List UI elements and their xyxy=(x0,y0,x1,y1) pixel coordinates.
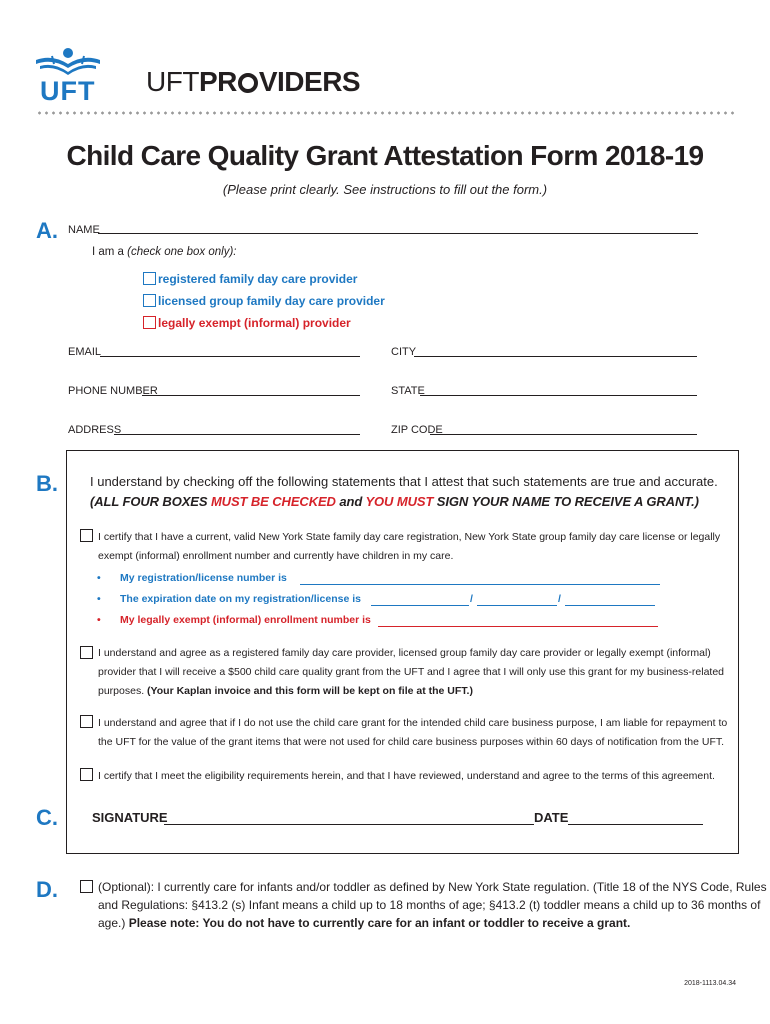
statement-2-line-3a: purposes. xyxy=(98,685,148,697)
exempt-number-field[interactable] xyxy=(378,626,658,627)
brand-prefix: UFT xyxy=(146,66,199,97)
signature-field[interactable] xyxy=(164,824,534,825)
form-title: Child Care Quality Grant Attestation Form 2018-19 xyxy=(66,140,704,171)
state-label: STATE xyxy=(391,385,425,397)
date-separator-2: / xyxy=(558,593,561,605)
brand-end: VIDERS xyxy=(258,66,361,97)
registration-number-field[interactable] xyxy=(300,584,660,585)
option-registered-family: registered family day care provider xyxy=(158,272,358,286)
note-part-1: (ALL FOUR BOXES xyxy=(90,494,211,509)
checkbox-registered-family[interactable] xyxy=(143,272,156,285)
section-d-line-3 xyxy=(98,914,767,932)
checkbox-statement-1[interactable] xyxy=(80,529,93,542)
date-label: DATE xyxy=(534,810,569,825)
statement-1-line-1: I certify that I have a current, valid New York State family day care registration, New York State group family day care license or legally xyxy=(98,531,721,543)
section-b-intro: I understand by checking off the following statements that I attest that such statements are true and accurate. xyxy=(90,474,718,489)
section-a-letter: A. xyxy=(36,218,58,243)
section-d-line-1: (Optional): I currently care for infants and/or toddler as defined by New York State regulation. (Title 18 of the NYS Code, Rules xyxy=(98,880,767,894)
uft-logo xyxy=(32,46,104,106)
uft-logo-text: UFT xyxy=(40,76,96,106)
name-label: NAME xyxy=(68,224,100,236)
exempt-number-label: My legally exempt (informal) enrollment number is xyxy=(120,614,371,626)
email-label: EMAIL xyxy=(68,346,102,358)
option-legally-exempt: legally exempt (informal) provider xyxy=(158,316,351,330)
bullet-expiration: • xyxy=(97,593,101,605)
section-d-text xyxy=(98,878,767,932)
address-label: ADDRESS xyxy=(68,424,122,436)
form-subtitle: (Please print clearly. See instructions to fill out the form.) xyxy=(222,182,548,197)
statement-2-kaplan-note: (Your Kaplan invoice and this form will be kept on file at the UFT.) xyxy=(147,685,473,697)
date-separator-1: / xyxy=(470,593,473,605)
date-field[interactable] xyxy=(568,824,703,825)
brand-suffix: PR xyxy=(198,66,237,97)
checkbox-legally-exempt[interactable] xyxy=(143,316,156,329)
option-licensed-group: licensed group family day care provider xyxy=(158,294,385,308)
registration-number-label: My registration/license number is xyxy=(120,572,287,584)
phone-label: PHONE NUMBER xyxy=(68,385,158,397)
name-field[interactable] xyxy=(98,233,698,234)
statement-3-line-1: I understand and agree that if I do not use the child care grant for the intended child care business purpose, I am liable for repayment to xyxy=(98,717,728,729)
statement-3-line-2: the UFT for the value of the grant items that were not used for child care business purposes within 60 days of notification from the UFT. xyxy=(98,736,725,748)
zip-label: ZIP CODE xyxy=(391,424,443,436)
checkbox-licensed-group[interactable] xyxy=(143,294,156,307)
section-d-letter: D. xyxy=(36,877,58,902)
section-d-please-note: Please note: You do not have to currently care for an infant or toddler to receive a grant. xyxy=(128,916,631,930)
form-code: 2018-1113.04.34 xyxy=(684,980,736,987)
note-part-3: and xyxy=(335,494,366,509)
expiration-month-field[interactable] xyxy=(371,605,469,606)
statement-2-line-3 xyxy=(98,682,728,701)
checkbox-statement-4[interactable] xyxy=(80,768,93,781)
section-b-letter: B. xyxy=(36,471,58,496)
expiration-date-label: The expiration date on my registration/license is xyxy=(120,593,361,605)
uft-book-logo-icon xyxy=(32,46,104,80)
section-d-line-3a: age.) xyxy=(98,916,129,930)
zip-field[interactable] xyxy=(430,434,697,435)
brand-wordmark xyxy=(146,66,360,98)
bullet-registration: • xyxy=(97,572,101,584)
checkbox-optional-infant-toddler[interactable] xyxy=(80,880,93,893)
section-d-line-2: and Regulations: §413.2 (s) Infant means a child up to 18 months of age; §413.2 (t) toddler means a child up to 36 months of xyxy=(98,898,761,912)
note-must-be-checked: MUST BE CHECKED xyxy=(210,494,336,509)
statement-1 xyxy=(98,528,728,566)
statement-2-line-1: I understand and agree as a registered family day care provider, licensed group family day care provider or legally exempt (informal) xyxy=(98,647,711,659)
statement-3 xyxy=(98,714,728,752)
statement-2-line-2: provider that I will receive a $500 child care quality grant from the UFT and I agree that I will only use this grant for my business-related xyxy=(98,666,725,678)
checkbox-statement-3[interactable] xyxy=(80,715,93,728)
city-label: CITY xyxy=(391,346,417,358)
header-dotted-divider xyxy=(36,110,736,116)
statement-1-line-2: exempt (informal) enrollment number and currently have children in my care. xyxy=(98,550,454,562)
phone-field[interactable] xyxy=(142,395,360,396)
city-field[interactable] xyxy=(414,356,697,357)
section-c-letter: C. xyxy=(36,805,58,830)
statement-4: I certify that I meet the eligibility requirements herein, and that I have reviewed, understand and agree to the terms of this agreement. xyxy=(98,770,715,782)
checkbox-statement-2[interactable] xyxy=(80,646,93,659)
note-you-must: YOU MUST xyxy=(365,494,434,509)
section-b-note xyxy=(90,494,699,509)
i-am-a-label xyxy=(92,246,236,258)
statement-2 xyxy=(98,644,728,701)
state-field[interactable] xyxy=(420,395,697,396)
bullet-exempt: • xyxy=(97,614,101,626)
brand-o-icon xyxy=(238,73,258,93)
i-am-italic: (check one box only): xyxy=(127,246,237,258)
email-field[interactable] xyxy=(100,356,360,357)
address-field[interactable] xyxy=(114,434,360,435)
expiration-day-field[interactable] xyxy=(477,605,557,606)
expiration-year-field[interactable] xyxy=(565,605,655,606)
note-part-5: SIGN YOUR NAME TO RECEIVE A GRANT.) xyxy=(433,494,699,509)
i-am-prefix: I am a xyxy=(92,246,128,258)
signature-label: SIGNATURE xyxy=(92,810,168,825)
